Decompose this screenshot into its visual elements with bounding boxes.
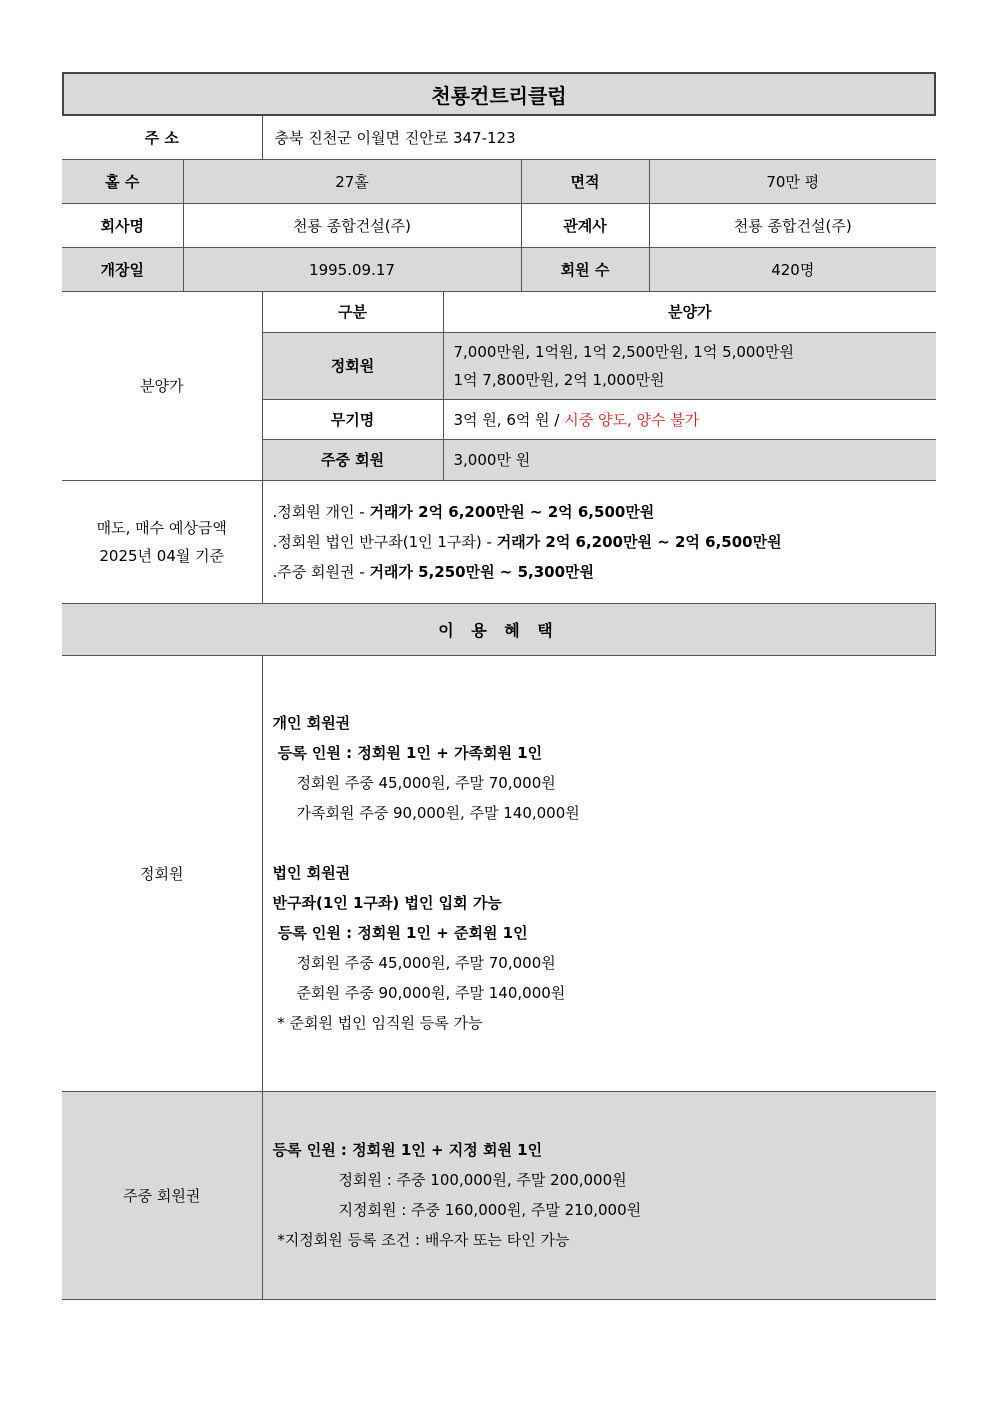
trade-values [262, 481, 936, 604]
weekday-registration: 등록 인원 : 정회원 1인 + 지정 회원 1인 [272, 1141, 543, 1159]
opening-value: 1995.09.17 [183, 248, 521, 292]
trade-line: .정회원 법인 반구좌(1인 1구좌) - 거래가 2억 6,200만원 ~ 2억 6,500만원 [272, 532, 782, 551]
price-row-value [443, 399, 936, 439]
personal-registration: 등록 인원 : 정회원 1인 + 가족회원 1인 [272, 744, 543, 763]
price-row-line: 1억 7,800만원, 2억 1,000만원 [453, 370, 665, 389]
opening-label: 개장일 [62, 248, 183, 292]
info-table-2 [62, 160, 936, 293]
transfer-warning: 시중 양도, 양수 불가 [564, 410, 700, 429]
price-header-price: 분양가 [443, 292, 936, 332]
price-section-label: 분양가 [62, 292, 262, 480]
info-table [62, 116, 936, 160]
address-value: 충북 진천군 이월면 진안로 347-123 [262, 116, 936, 159]
document-title: 천룡컨트리클럽 [62, 72, 936, 116]
holes-label: 홀 수 [62, 160, 183, 204]
members-value: 420명 [649, 248, 936, 292]
affiliate-value: 천룡 종합건설(주) [649, 204, 936, 248]
price-table [62, 292, 936, 481]
price-row-line: 3억 원, 6억 원 / [453, 410, 565, 429]
corporate-fee: 준회원 주중 90,000원, 주말 140,000원 [296, 984, 566, 1003]
price-header-type: 구분 [262, 292, 443, 332]
trade-label [62, 481, 262, 604]
price-row-type: 주중 회원 [262, 439, 443, 480]
weekday-fee: 지정회원 : 주중 160,000원, 주말 210,000원 [338, 1201, 642, 1219]
weekday-fee: 정회원 : 주중 100,000원, 주말 200,000원 [338, 1171, 627, 1189]
trade-label-line: 2025년 04월 기준 [99, 546, 225, 565]
address-label: 주 소 [62, 116, 262, 159]
weekday-member-label: 주중 회원권 [62, 1091, 262, 1299]
document [62, 72, 936, 1300]
corporate-note: * 준회원 법인 임직원 등록 가능 [272, 1014, 483, 1033]
regular-member-label: 정회원 [62, 656, 262, 1091]
price-row-line: 7,000만원, 1억원, 1억 2,500만원, 1억 5,000만원 [453, 342, 795, 361]
benefits-table [62, 656, 936, 1300]
price-row-type: 무기명 [262, 399, 443, 439]
weekday-member-benefits [262, 1091, 936, 1299]
affiliate-label: 관계사 [521, 204, 649, 248]
personal-fee: 정회원 주중 45,000원, 주말 70,000원 [296, 774, 556, 793]
price-row-value: 3,000만 원 [443, 439, 936, 480]
company-value: 천룡 종합건설(주) [183, 204, 521, 248]
area-value: 70만 평 [649, 160, 936, 204]
regular-member-benefits [262, 656, 936, 1091]
corporate-registration: 등록 인원 : 정회원 1인 + 준회원 1인 [272, 924, 528, 943]
trade-label-line: 매도, 매수 예상금액 [96, 518, 227, 537]
personal-title: 개인 회원권 [272, 714, 351, 733]
personal-fee: 가족회원 주중 90,000원, 주말 140,000원 [296, 804, 580, 823]
benefits-header: 이 용 혜 택 [62, 604, 936, 656]
company-label: 회사명 [62, 204, 183, 248]
corporate-fee: 정회원 주중 45,000원, 주말 70,000원 [296, 954, 556, 973]
trade-table [62, 481, 936, 605]
trade-line: .정회원 개인 - 거래가 2억 6,200만원 ~ 2억 6,500만원 [272, 502, 655, 521]
price-row-type: 정회원 [262, 332, 443, 399]
holes-value: 27홀 [183, 160, 521, 204]
members-label: 회원 수 [521, 248, 649, 292]
price-row-value [443, 332, 936, 399]
area-label: 면적 [521, 160, 649, 204]
corporate-title: 법인 회원권 [272, 864, 351, 883]
trade-line: .주중 회원권 - 거래가 5,250만원 ~ 5,300만원 [272, 562, 594, 581]
weekday-note: *지정회원 등록 조건 : 배우자 또는 타인 가능 [272, 1231, 570, 1249]
corporate-half-account: 반구좌(1인 1구좌) 법인 입회 가능 [272, 894, 502, 913]
